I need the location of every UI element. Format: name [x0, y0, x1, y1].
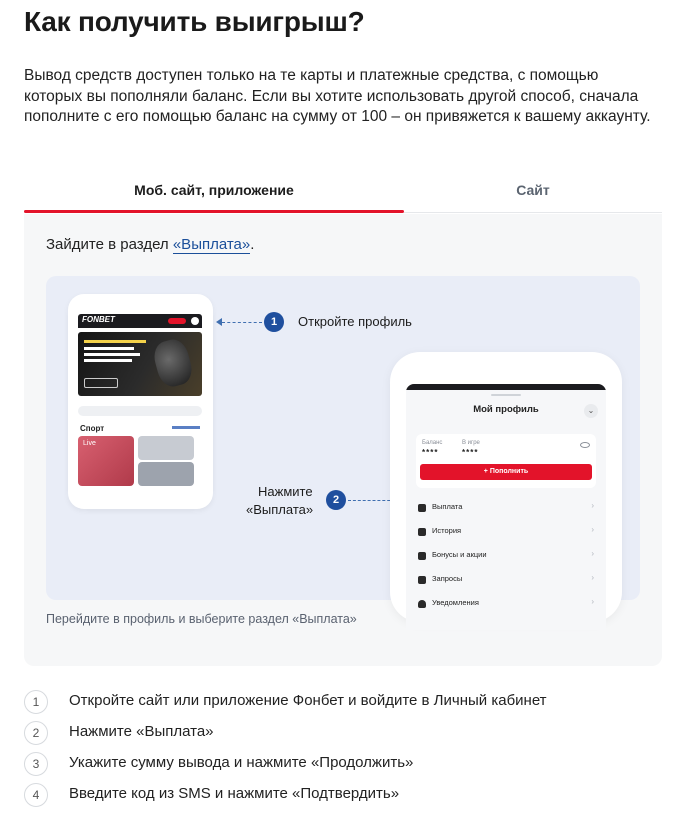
callout-line — [222, 322, 262, 323]
payout-link[interactable]: «Выплата» — [172, 236, 251, 253]
live-card: Live — [78, 436, 134, 486]
sheet-handle — [491, 394, 521, 396]
fonbet-logo: FONBET — [82, 315, 115, 324]
tabs-bar — [24, 168, 662, 214]
menu-item-requests: Запросы › — [416, 568, 596, 592]
wallet-icon — [418, 504, 426, 512]
search-bar — [78, 406, 202, 416]
step-text: Нажмите «Выплата» — [69, 723, 214, 740]
all-events-link — [172, 426, 200, 429]
menu-item-history: История › — [416, 520, 596, 544]
illustration-caption: Перейдите в профиль и выберите раздел «Выплата» — [46, 612, 357, 626]
list-item — [24, 750, 654, 781]
profile-menu — [416, 496, 596, 616]
eye-icon — [580, 442, 590, 448]
chevron-right-icon: › — [591, 573, 594, 582]
profile-title: Мой профиль — [473, 404, 539, 415]
event-card — [138, 436, 194, 460]
sport-heading: Спорт — [80, 424, 105, 433]
step-number: 3 — [24, 752, 48, 776]
phone-home-screen — [68, 294, 213, 509]
ingame-value: **** — [462, 448, 479, 457]
step-number: 4 — [24, 783, 48, 807]
list-item — [24, 781, 654, 812]
callout-text-1: Откройте профиль — [298, 314, 412, 329]
phone-profile-screen — [390, 352, 622, 622]
app-header-bar — [78, 314, 202, 328]
gift-icon — [418, 552, 426, 560]
steps-list — [24, 688, 654, 812]
list-item — [24, 688, 654, 719]
profile-sheet — [406, 390, 606, 630]
balance-pill — [168, 318, 186, 324]
illustration — [46, 276, 640, 607]
chat-icon — [418, 576, 426, 584]
instruction-panel — [24, 214, 662, 666]
step-text: Введите код из SMS и нажмите «Подтвердить» — [69, 785, 400, 802]
profile-icon — [191, 317, 199, 325]
step-text-prefix: Зайдите в раздел — [46, 236, 173, 253]
step-number: 1 — [24, 690, 48, 714]
page-title: Как получить выигрыш? — [24, 6, 365, 37]
chevron-right-icon: › — [591, 501, 594, 510]
tab-site[interactable]: Сайт — [516, 182, 550, 198]
coin-image — [151, 336, 196, 389]
balance-value: **** — [422, 448, 439, 457]
callout-text-2b: «Выплата» — [246, 502, 314, 517]
chevron-right-icon: › — [591, 525, 594, 534]
chevron-right-icon: › — [591, 597, 594, 606]
balance-card — [416, 434, 596, 488]
promo-banner — [78, 332, 202, 396]
menu-item-notifications: Уведомления › — [416, 592, 596, 616]
active-tab-indicator — [24, 210, 404, 213]
topup-button: + Пополнить — [420, 464, 592, 480]
menu-item-payout: Выплата › — [416, 496, 596, 520]
panel-step-text — [46, 236, 254, 253]
chevron-right-icon: › — [591, 549, 594, 558]
step-text: Укажите сумму вывода и нажмите «Продолжить» — [69, 754, 414, 771]
step-number: 2 — [24, 721, 48, 745]
bell-icon — [418, 600, 426, 608]
ingame-label: В игре — [462, 440, 480, 446]
history-icon — [418, 528, 426, 536]
step-text-suffix: . — [250, 236, 255, 253]
callout-number-2: 2 — [326, 490, 346, 510]
callout-number-1: 1 — [264, 312, 284, 332]
tab-mobile-app[interactable]: Моб. сайт, приложение — [134, 182, 294, 198]
step-text: Откройте сайт или приложение Фонбет и войдите в Личный кабинет — [69, 692, 547, 709]
intro-paragraph: Вывод средств доступен только на те карты и платежные средства, с помощью которых вы пополняли баланс. Если вы хотите использовать другой способ, сначала пополните с его помощью баланс на сумму от 100 – он привяжется к вашему аккаунту. — [24, 67, 651, 125]
tab-divider — [404, 212, 662, 213]
list-item — [24, 719, 654, 750]
chevron-down-icon: ⌄ — [584, 404, 598, 418]
callout-text-2a: Нажмите — [258, 484, 313, 499]
banner-button — [84, 378, 118, 388]
event-card — [138, 462, 194, 486]
menu-item-bonuses: Бонусы и акции › — [416, 544, 596, 568]
balance-label: Баланс — [422, 440, 443, 446]
